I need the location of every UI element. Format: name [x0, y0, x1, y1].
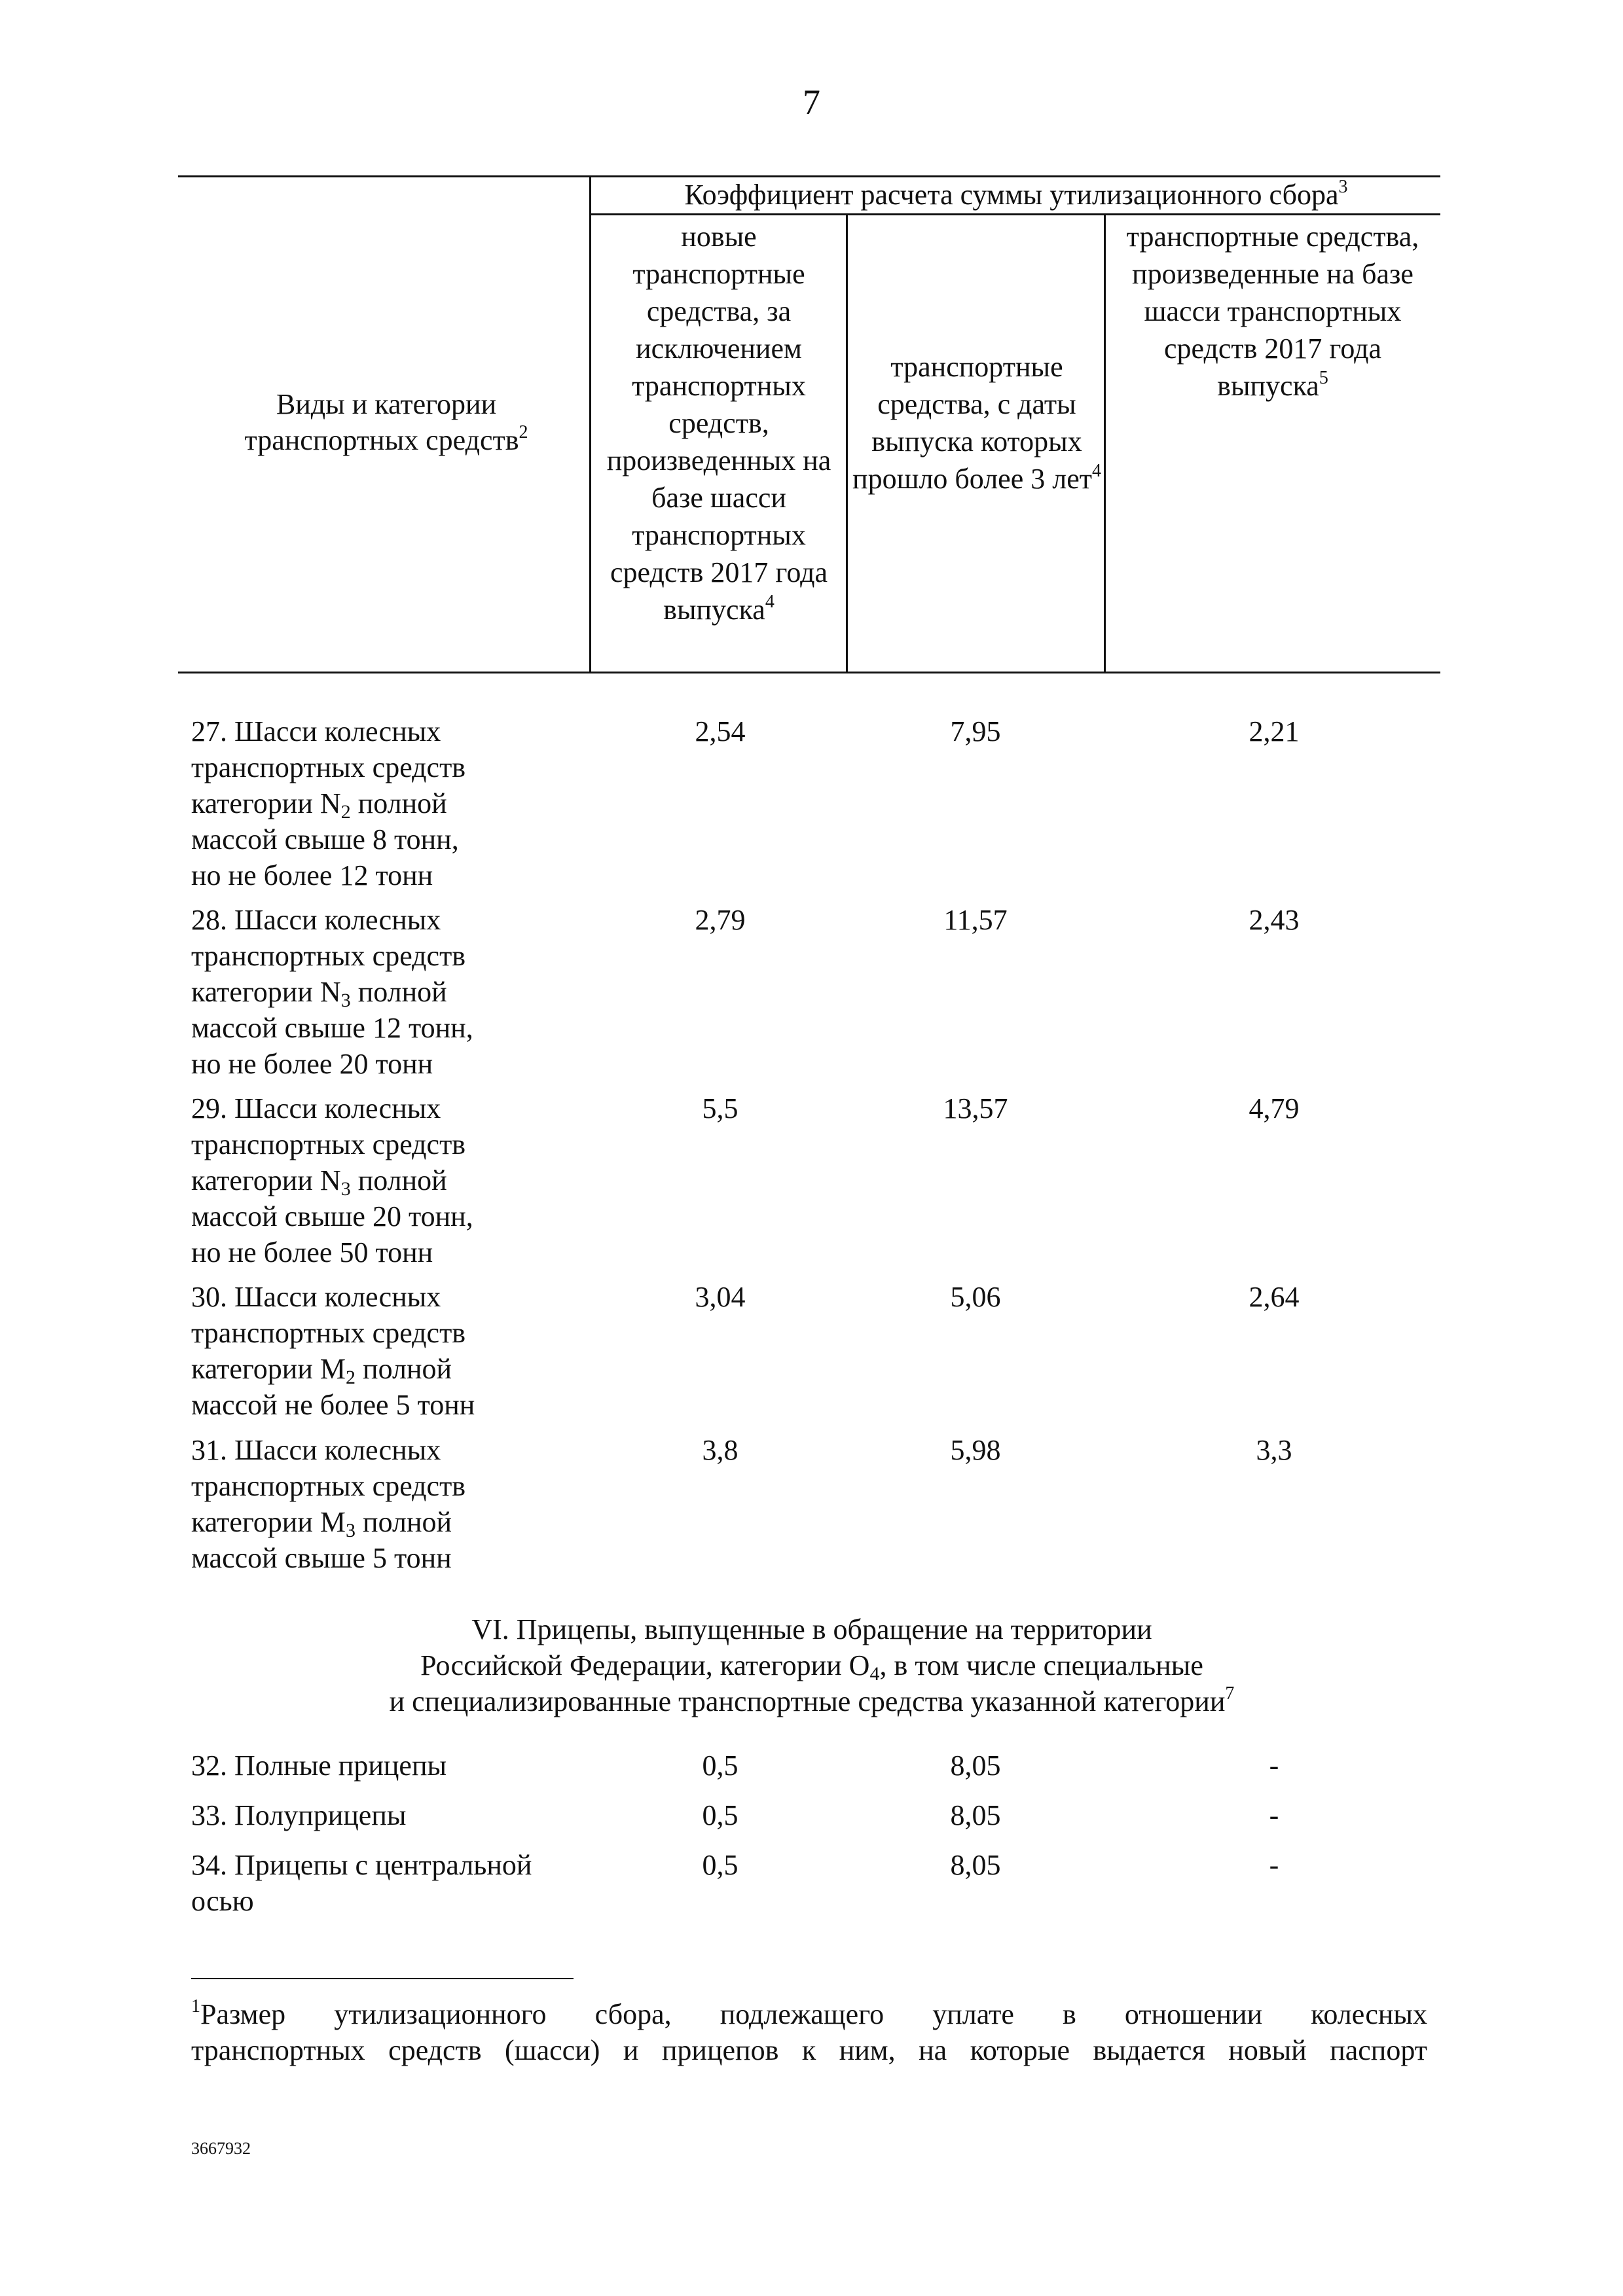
- table-header-bottom-border: [178, 672, 1440, 673]
- header-col-2017: транспортные средства, произведенные на базе шасси транспортных средств 2017 года выпуска$^5$: [1126, 221, 1419, 402]
- cell-value: 7,95: [950, 715, 1001, 747]
- table-row: 31. Шасси колесных транспортных средств категории $M_3$ полной массой свыше 5 тонн: [191, 1434, 466, 1574]
- header-category: Виды и категории транспортных средств$^2$: [244, 388, 528, 456]
- cell-value: 0,5: [702, 1749, 739, 1782]
- cell-value: 3,04: [695, 1281, 746, 1313]
- footnote-separator: [191, 1978, 574, 1979]
- table-row: 32. Полные прицепы: [191, 1749, 447, 1782]
- cell-value: 13,57: [943, 1092, 1008, 1124]
- cell-value: 0,5: [702, 1849, 739, 1881]
- cell-value: 2,79: [695, 904, 746, 936]
- cell-value: 5,5: [702, 1092, 739, 1124]
- group-header-divider: [589, 213, 1440, 215]
- document-code: 3667932: [191, 2139, 251, 2158]
- table-row: 27. Шасси колесных транспортных средств категории $N_2$ полной массой свыше 8 тонн, но не более 12 тонн: [191, 715, 466, 891]
- page-number: 7: [803, 82, 820, 122]
- section-title: VI. Прицепы, выпущенные в обращение на территории Российской Федерации, категории $O_4$, в том числе специальные и специализированные транспортные средства указанной категории$^7$: [389, 1613, 1235, 1717]
- table-row: 28. Шасси колесных транспортных средств категории $N_3$ полной массой свыше 12 тонн, но не более 20 тонн: [191, 904, 473, 1080]
- header-vline-2: [846, 213, 848, 673]
- cell-value: 11,57: [943, 904, 1008, 936]
- cell-value: 3,8: [702, 1434, 739, 1466]
- cell-value: 4,79: [1249, 1092, 1300, 1124]
- table-row: 33. Полуприцепы: [191, 1799, 407, 1831]
- header-vline-1: [589, 175, 591, 673]
- footnote-ref-7: 7: [1225, 1683, 1235, 1704]
- header-vline-3: [1104, 213, 1106, 673]
- cell-value: 2,64: [1249, 1281, 1300, 1313]
- cell-value: 2,21: [1249, 715, 1300, 747]
- table-row: 29. Шасси колесных транспортных средств категории $N_3$ полной массой свыше 20 тонн, но не более 50 тонн: [191, 1092, 473, 1268]
- table-row: 34. Прицепы с центральной осью: [191, 1849, 532, 1917]
- footnote-ref-5: 5: [1319, 368, 1328, 388]
- header-group-title: Коэффициент расчета суммы утилизационного сбора$^3$: [684, 177, 1348, 211]
- cell-value: 5,06: [950, 1281, 1001, 1313]
- footnote-ref-3: 3: [1338, 177, 1348, 197]
- header-col-new: новые транспортные средства, за исключением транспортных средств, произведенных на базе шасси транспортных средств 2017 года выпуска$^4$: [606, 221, 831, 626]
- cell-value: 8,05: [950, 1749, 1001, 1782]
- cell-value: 2,43: [1249, 904, 1300, 936]
- cell-value: 5,98: [950, 1434, 1001, 1466]
- footnote-ref-4b: 4: [1091, 461, 1101, 481]
- cell-value: 0,5: [702, 1799, 739, 1831]
- table-row: 30. Шасси колесных транспортных средств категории $M_2$ полной массой не более 5 тонн: [191, 1281, 475, 1421]
- cell-value: 8,05: [950, 1849, 1001, 1881]
- cell-value: -: [1269, 1749, 1279, 1782]
- cell-value: -: [1269, 1799, 1279, 1831]
- cell-value: 2,54: [695, 715, 746, 747]
- footnote-ref-2: 2: [519, 422, 528, 442]
- cell-value: -: [1269, 1849, 1279, 1881]
- header-col-old: транспортные средства, с даты выпуска которых прошло более 3 лет$^4$: [852, 351, 1101, 495]
- footnote-ref-4a: 4: [765, 592, 775, 612]
- cell-value: 3,3: [1256, 1434, 1292, 1466]
- footnote: $^1$Размер утилизационного сбора, подлежащего уплате в отношении колесных транспортных средств (шасси) и прицепов к ним, на которые выдается новый паспорт: [191, 1996, 1427, 2066]
- footnote-marker: 1: [191, 1996, 200, 2017]
- cell-value: 8,05: [950, 1799, 1001, 1831]
